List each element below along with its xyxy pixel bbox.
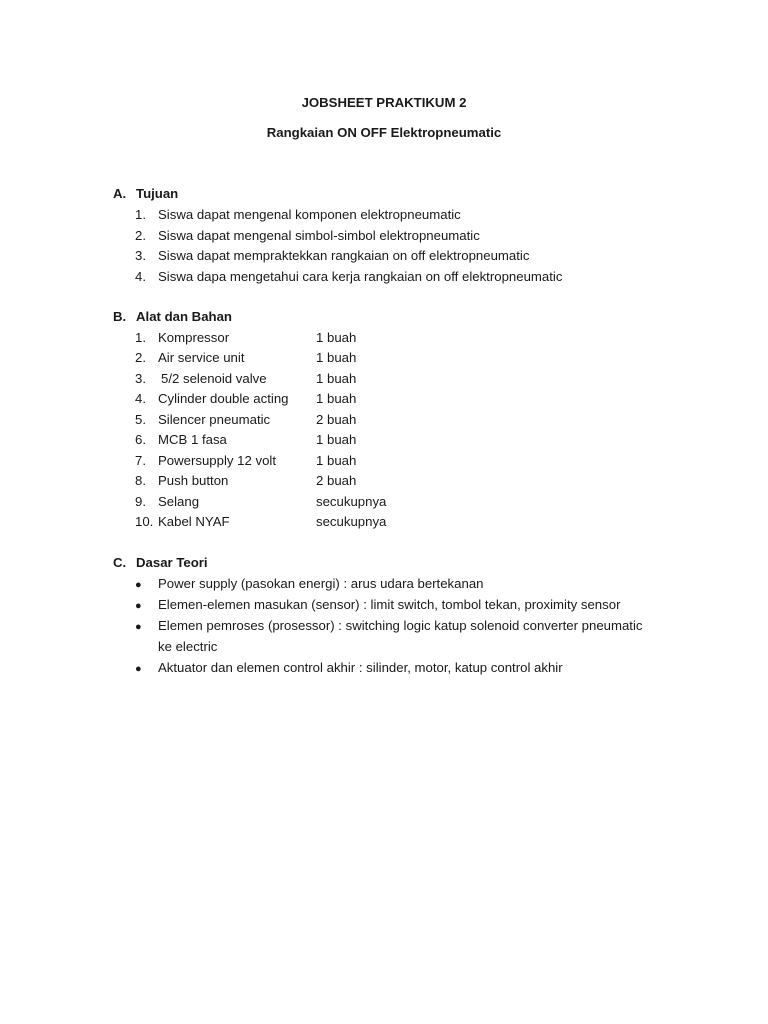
list-item: [135, 391, 356, 407]
section-title: Tujuan: [136, 186, 179, 201]
item-number: 10.: [135, 514, 154, 529]
section-b-heading: [113, 309, 232, 324]
item-name: 5/2 selenoid valve: [161, 371, 267, 386]
item-text: Aktuator dan elemen control akhir : silinder, motor, katup control akhir: [158, 660, 563, 675]
item-quantity: 2 buah: [316, 473, 357, 488]
list-item: [135, 350, 356, 366]
item-quantity: 1 buah: [316, 330, 357, 345]
list-item: [135, 228, 480, 244]
bullet-item: [135, 618, 643, 635]
list-item: [135, 412, 356, 428]
item-quantity: secukupnya: [316, 514, 387, 529]
bullet-item: [135, 597, 620, 614]
item-number: 2.: [135, 350, 146, 365]
list-item: [135, 269, 562, 285]
item-name: Kabel NYAF: [158, 514, 230, 529]
item-number: 7.: [135, 453, 146, 468]
section-letter: B.: [113, 309, 127, 324]
list-item: [135, 494, 386, 510]
item-name: Kompressor: [158, 330, 230, 345]
item-text: Siswa dapa mengetahui cara kerja rangkaian on off elektropneumatic: [158, 269, 563, 284]
document-title: JOBSHEET PRAKTIKUM 2: [301, 95, 467, 110]
item-number: 3.: [135, 371, 146, 386]
item-number: 4.: [135, 269, 146, 284]
bullet-icon: ●: [135, 621, 142, 633]
section-a-heading: [113, 186, 178, 201]
item-name: Silencer pneumatic: [158, 412, 271, 427]
item-number: 9.: [135, 494, 146, 509]
item-text: Power supply (pasokan energi) : arus udara bertekanan: [158, 576, 484, 591]
section-letter: A.: [113, 186, 127, 201]
bullet-icon: ●: [135, 579, 142, 591]
item-quantity: 1 buah: [316, 371, 357, 386]
item-text: Siswa dapat mengenal simbol-simbol elektropneumatic: [158, 228, 480, 243]
item-name: MCB 1 fasa: [158, 432, 227, 447]
list-item: [135, 248, 529, 264]
item-number: 6.: [135, 432, 146, 447]
bullet-icon: ●: [135, 663, 142, 675]
item-name: Powersupply 12 volt: [158, 453, 277, 468]
item-number: 1.: [135, 330, 146, 345]
list-item: [135, 207, 461, 223]
item-quantity: secukupnya: [316, 494, 387, 509]
document-subtitle: Rangkaian ON OFF Elektropneumatic: [266, 125, 502, 140]
item-name: Push button: [158, 473, 229, 488]
item-text: Siswa dapat mengenal komponen elektropneumatic: [158, 207, 461, 222]
list-item: [135, 330, 356, 346]
item-text: Siswa dapat mempraktekkan rangkaian on off elektropneumatic: [158, 248, 530, 263]
bullet-item: [135, 660, 563, 677]
list-item: [135, 371, 356, 387]
item-quantity: 1 buah: [316, 432, 357, 447]
section-title: Alat dan Bahan: [136, 309, 232, 324]
section-letter: C.: [113, 555, 127, 570]
list-item: [135, 453, 356, 469]
item-text: Elemen-elemen masukan (sensor) : limit switch, tombol tekan, proximity sensor: [158, 597, 621, 612]
item-quantity: 1 buah: [316, 350, 357, 365]
item-name: Cylinder double acting: [158, 391, 289, 406]
item-number: 2.: [135, 228, 146, 243]
item-number: 1.: [135, 207, 146, 222]
item-number: 5.: [135, 412, 146, 427]
list-item: [135, 514, 386, 530]
item-text: Elemen pemroses (prosessor) : switching logic katup solenoid converter pneumatic: [158, 618, 643, 633]
item-name: Air service unit: [158, 350, 245, 365]
list-item: [135, 473, 356, 489]
bullet-icon: ●: [135, 600, 142, 612]
item-number: 4.: [135, 391, 146, 406]
item-quantity: 1 buah: [316, 391, 357, 406]
bullet-item-continuation: ke electric: [158, 639, 218, 654]
item-name: Selang: [158, 494, 200, 509]
list-item: [135, 432, 356, 448]
item-quantity: 1 buah: [316, 453, 357, 468]
item-quantity: 2 buah: [316, 412, 357, 427]
section-title: Dasar Teori: [136, 555, 208, 570]
section-c-heading: [113, 555, 208, 570]
bullet-item: [135, 576, 483, 593]
item-number: 3.: [135, 248, 146, 263]
item-number: 8.: [135, 473, 146, 488]
